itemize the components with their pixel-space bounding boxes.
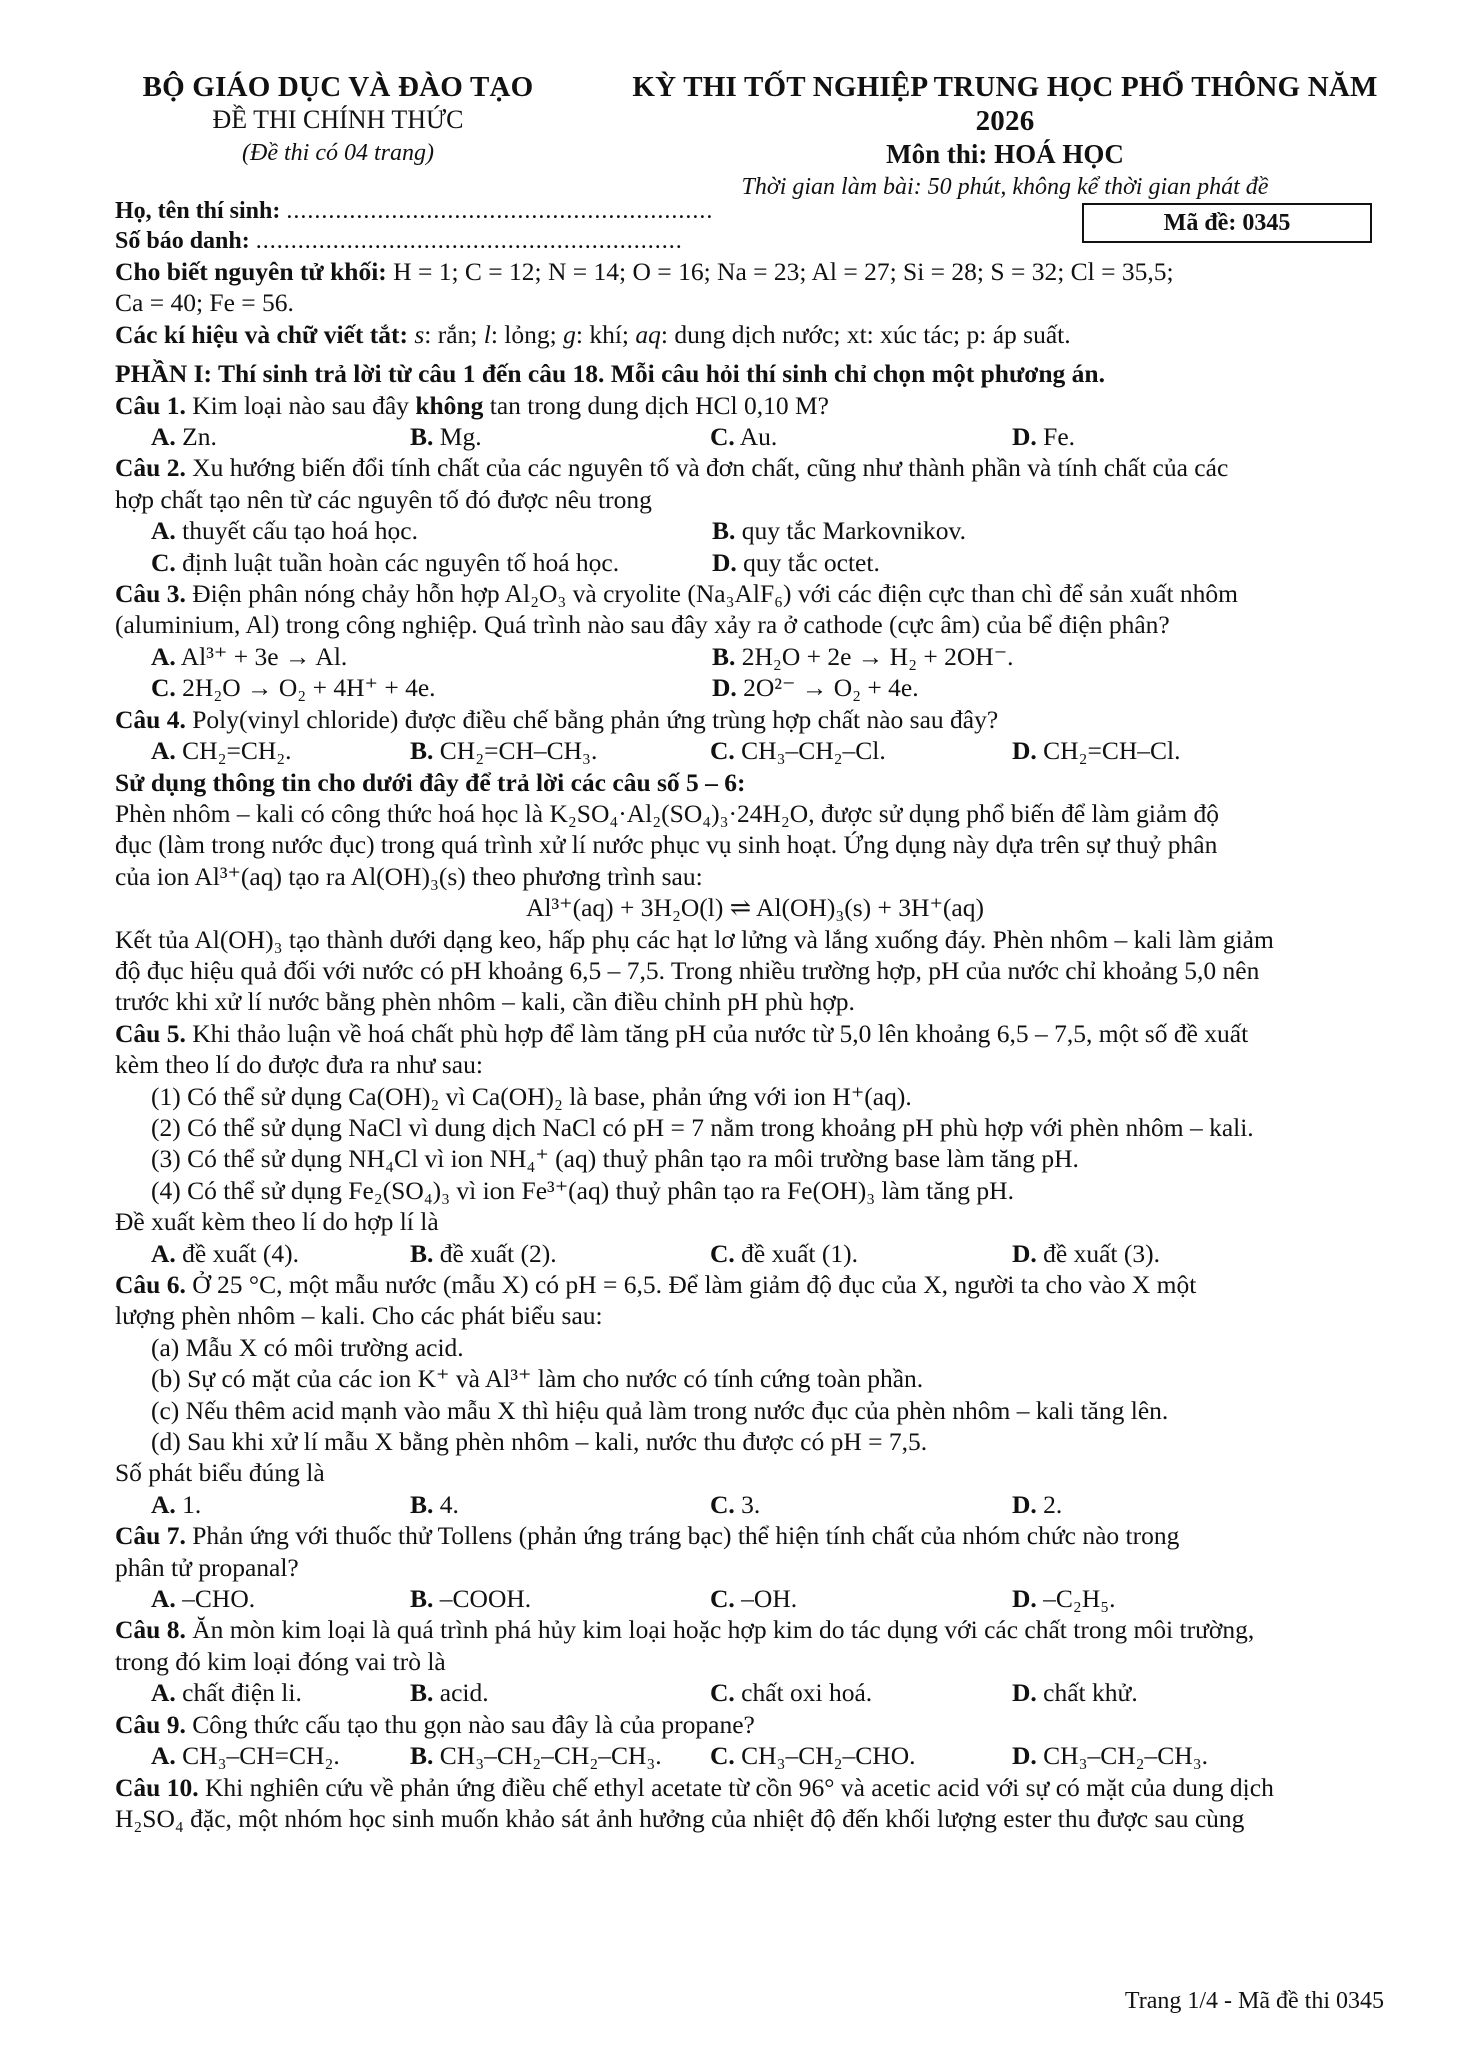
question-3: Câu 3. Điện phân nóng chảy hỗn hợp Al₂O₃ và cryolite (Na₃AlF₆) với các điện cực than chì để sản xuất nhôm xyxy=(115,579,1239,609)
question-6-prompt: Số phát biểu đúng là xyxy=(115,1458,325,1488)
candidate-fields xyxy=(115,196,713,256)
proposal-2: (2) Có thể sử dụng NaCl vì dung dịch NaCl có pH = 7 nằm trong khoảng pH phù hợp với phèn nhôm – kali. xyxy=(151,1112,1254,1142)
question-3-cont: (aluminium, Al) trong công nghiệp. Quá trình nào sau đây xảy ra ở cathode (cực âm) của bể điện phân? xyxy=(115,610,1170,640)
statement-c: (c) Nếu thêm acid mạnh vào mẫu X thì hiệu quả làm trong nước đục của phèn nhôm – kali tăng lên. xyxy=(151,1395,1169,1425)
option-c[interactable]: C. CH₃–CH₂–CHO. xyxy=(710,1741,916,1771)
option-d[interactable]: D. chất khử. xyxy=(1012,1678,1138,1708)
pages-note: (Đề thi có 04 trang) xyxy=(242,140,434,166)
question-8: Câu 8. Ăn mòn kim loại là quá trình phá hủy kim loại hoặc hợp kim do tác dụng với các chất trong môi trường, xyxy=(115,1615,1255,1645)
option-b[interactable]: B. CH₃–CH₂–CH₂–CH₃. xyxy=(410,1741,662,1771)
option-c[interactable]: C. đề xuất (1). xyxy=(710,1238,859,1268)
atomic-masses: Cho biết nguyên tử khối: H = 1; C = 12; N = 14; O = 16; Na = 23; Al = 27; Si = 28; S = 32; Cl = 35,5; xyxy=(115,257,1174,286)
statement-d: (d) Sau khi xử lí mẫu X bằng phèn nhôm – kali, nước thu được có pH = 7,5. xyxy=(151,1427,928,1457)
official-label: ĐỀ THI CHÍNH THỨC xyxy=(212,105,464,134)
question-10: Câu 10. Khi nghiên cứu về phản ứng điều chế ethyl acetate từ cồn 96° và acetic acid với sự có mặt của dung dịch xyxy=(115,1772,1274,1802)
question-3-options-row2 xyxy=(115,672,1395,703)
question-1-options xyxy=(115,421,1395,452)
option-a[interactable]: A. 1. xyxy=(151,1489,202,1519)
exam-body xyxy=(115,256,1395,1834)
info-line: độ đục hiệu quả đối với nước có pH khoảng 6,5 – 7,5. Trong nhiều trường hợp, pH của nước chỉ khoảng 5,0 nên xyxy=(115,955,1260,985)
page-footer: Trang 1/4 - Mã đề thi 0345 xyxy=(1124,1988,1384,2014)
question-5: Câu 5. Khi thảo luận về hoá chất phù hợp để làm tăng pH của nước từ 5,0 lên khoảng 6,5 – 7,5, một số đề xuất xyxy=(115,1018,1249,1048)
proposal-1: (1) Có thể sử dụng Ca(OH)₂ vì Ca(OH)₂ là base, phản ứng với ion H⁺(aq). xyxy=(151,1081,912,1111)
exam-title: KỲ THI TỐT NGHIỆP TRUNG HỌC PHỔ THÔNG NĂM 2026 xyxy=(632,71,1378,137)
question-9: Câu 9. Công thức cấu tạo thu gọn nào sau đây là của propane? xyxy=(115,1709,755,1739)
question-5-options xyxy=(115,1238,1395,1269)
atomic-masses-cont: Ca = 40; Fe = 56. xyxy=(115,288,294,318)
statement-a: (a) Mẫu X có môi trường acid. xyxy=(151,1332,464,1362)
option-a[interactable]: A. CH₂=CH₂. xyxy=(151,736,292,766)
option-c[interactable]: C. 3. xyxy=(710,1489,761,1519)
option-c[interactable]: C. CH₃–CH₂–Cl. xyxy=(710,736,886,766)
header-right xyxy=(610,70,1400,204)
option-d[interactable]: D. CH₂=CH–Cl. xyxy=(1012,736,1181,766)
question-10-cont: H₂SO₄ đặc, một nhóm học sinh muốn khảo sát ảnh hưởng của nhiệt độ đến khối lượng ester thu được sau cùng xyxy=(115,1803,1245,1833)
question-6-cont: lượng phèn nhôm – kali. Cho các phát biểu sau: xyxy=(115,1301,603,1331)
question-2: Câu 2. Xu hướng biến đổi tính chất của các nguyên tố và đơn chất, cũng như thành phần và tính chất của các xyxy=(115,453,1229,483)
hydrolysis-equation: Al³⁺(aq) + 3H₂O(l) ⇌ Al(OH)₃(s) + 3H⁺(aq) xyxy=(526,893,984,923)
question-4: Câu 4. Poly(vinyl chloride) được điều chế bằng phản ứng trùng hợp chất nào sau đây? xyxy=(115,704,999,734)
exam-code-box: Mã đề: 0345 xyxy=(1082,203,1372,243)
header-left xyxy=(128,70,548,170)
option-d[interactable]: D. 2O²⁻ → O₂ + 4e. xyxy=(712,673,919,703)
question-8-cont: trong đó kim loại đóng vai trò là xyxy=(115,1646,446,1676)
id-label: Số báo danh: xyxy=(115,228,250,254)
name-field[interactable]: ............................................................. xyxy=(286,198,714,224)
option-b[interactable]: B. CH₂=CH–CH₃. xyxy=(410,736,598,766)
option-d[interactable]: D. đề xuất (3). xyxy=(1012,1238,1161,1268)
option-c[interactable]: C. Au. xyxy=(710,422,778,452)
subject: Môn thi: HOÁ HỌC xyxy=(886,139,1124,169)
option-a[interactable]: A. Al³⁺ + 3e → Al. xyxy=(151,641,348,671)
option-a[interactable]: A. CH₃–CH=CH₂. xyxy=(151,1741,340,1771)
question-7: Câu 7. Phản ứng với thuốc thử Tollens (phản ứng tráng bạc) thể hiện tính chất của nhóm chức nào trong xyxy=(115,1521,1180,1551)
question-2-options-row1 xyxy=(115,515,1395,546)
option-b[interactable]: B. Mg. xyxy=(410,422,482,452)
info-line: đục (làm trong nước đục) trong quá trình xử lí nước phục vụ sinh hoạt. Ứng dụng này dựa trên sự thuỷ phân xyxy=(115,830,1218,860)
question-7-cont: phân tử propanal? xyxy=(115,1552,299,1582)
option-a[interactable]: A. –CHO. xyxy=(151,1584,256,1614)
option-c[interactable]: C. 2H₂O → O₂ + 4H⁺ + 4e. xyxy=(151,673,436,703)
option-b[interactable]: B. 2H₂O + 2e → H₂ + 2OH⁻. xyxy=(712,641,1014,671)
name-label: Họ, tên thí sinh: xyxy=(115,198,281,224)
option-a[interactable]: A. thuyết cấu tạo hoá học. xyxy=(151,516,418,546)
info-5-6-title: Sử dụng thông tin cho dưới đây để trả lời các câu số 5 – 6: xyxy=(115,767,746,797)
option-c[interactable]: C. chất oxi hoá. xyxy=(710,1678,873,1708)
proposal-3: (3) Có thể sử dụng NH₄Cl vì ion NH₄⁺ (aq) thuỷ phân tạo ra môi trường base làm tăng pH. xyxy=(151,1144,1079,1174)
option-c[interactable]: C. định luật tuần hoàn các nguyên tố hoá học. xyxy=(151,547,620,577)
question-2-cont: hợp chất tạo nên từ các nguyên tố đó được nêu trong xyxy=(115,484,652,514)
option-a[interactable]: A. đề xuất (4). xyxy=(151,1238,300,1268)
question-2-options-row2 xyxy=(115,547,1395,578)
question-9-options xyxy=(115,1740,1395,1771)
question-5-cont: kèm theo lí do được đưa ra như sau: xyxy=(115,1050,483,1080)
symbols: Các kí hiệu và chữ viết tắt: s: rắn; l: lỏng; g: khí; aq: dung dịch nước; xt: xúc tác; p: áp suất. xyxy=(115,319,1071,349)
proposal-4: (4) Có thể sử dụng Fe₂(SO₄)₃ vì ion Fe³⁺(aq) thuỷ phân tạo ra Fe(OH)₃ làm tăng pH. xyxy=(151,1175,1014,1205)
part-1-heading: PHẦN I: Thí sinh trả lời từ câu 1 đến câu 18. Mỗi câu hỏi thí sinh chỉ chọn một phương án. xyxy=(115,359,1105,389)
option-d[interactable]: D. quy tắc octet. xyxy=(712,547,880,577)
info-line: Kết tủa Al(OH)₃ tạo thành dưới dạng keo, hấp phụ các hạt lơ lửng và lắng xuống đáy. Phèn nhôm – kali làm giảm xyxy=(115,924,1274,954)
info-line: Phèn nhôm – kali có công thức hoá học là K₂SO₄·Al₂(SO₄)₃·24H₂O, được sử dụng phổ biến để làm giảm độ xyxy=(115,798,1220,828)
question-6: Câu 6. Ở 25 °C, một mẫu nước (mẫu X) có pH = 6,5. Để làm giảm độ đục của X, người ta cho vào X một xyxy=(115,1270,1197,1299)
option-d[interactable]: D. CH₃–CH₂–CH₃. xyxy=(1012,1741,1208,1771)
question-7-options xyxy=(115,1583,1395,1614)
option-d[interactable]: D. 2. xyxy=(1012,1489,1063,1519)
question-6-options xyxy=(115,1489,1395,1520)
option-b[interactable]: B. quy tắc Markovnikov. xyxy=(712,516,967,546)
option-b[interactable]: B. –COOH. xyxy=(410,1584,532,1614)
option-b[interactable]: B. acid. xyxy=(410,1678,489,1708)
option-a[interactable]: A. Zn. xyxy=(151,422,217,452)
time-note: Thời gian làm bài: 50 phút, không kể thời gian phát đề xyxy=(741,174,1269,200)
question-4-options xyxy=(115,735,1395,766)
option-a[interactable]: A. chất điện li. xyxy=(151,1678,302,1708)
ministry-name: BỘ GIÁO DỤC VÀ ĐÀO TẠO xyxy=(142,71,534,103)
statement-b: (b) Sự có mặt của các ion K⁺ và Al³⁺ làm cho nước có tính cứng toàn phần. xyxy=(151,1364,924,1394)
question-1: Câu 1. Kim loại nào sau đây không tan trong dung dịch HCl 0,10 M? xyxy=(115,390,829,420)
question-3-options-row1 xyxy=(115,641,1395,672)
question-5-prompt: Đề xuất kèm theo lí do hợp lí là xyxy=(115,1207,439,1237)
option-b[interactable]: B. đề xuất (2). xyxy=(410,1238,557,1268)
option-c[interactable]: C. –OH. xyxy=(710,1584,798,1614)
info-line: trước khi xử lí nước bằng phèn nhôm – kali, cần điều chỉnh pH phù hợp. xyxy=(115,987,855,1017)
id-field[interactable]: ............................................................. xyxy=(255,228,683,254)
info-line: của ion Al³⁺(aq) tạo ra Al(OH)₃(s) theo phương trình sau: xyxy=(115,861,703,891)
option-b[interactable]: B. 4. xyxy=(410,1489,459,1519)
option-d[interactable]: D. Fe. xyxy=(1012,422,1076,452)
option-d[interactable]: D. –C₂H₅. xyxy=(1012,1584,1116,1614)
question-8-options xyxy=(115,1677,1395,1708)
